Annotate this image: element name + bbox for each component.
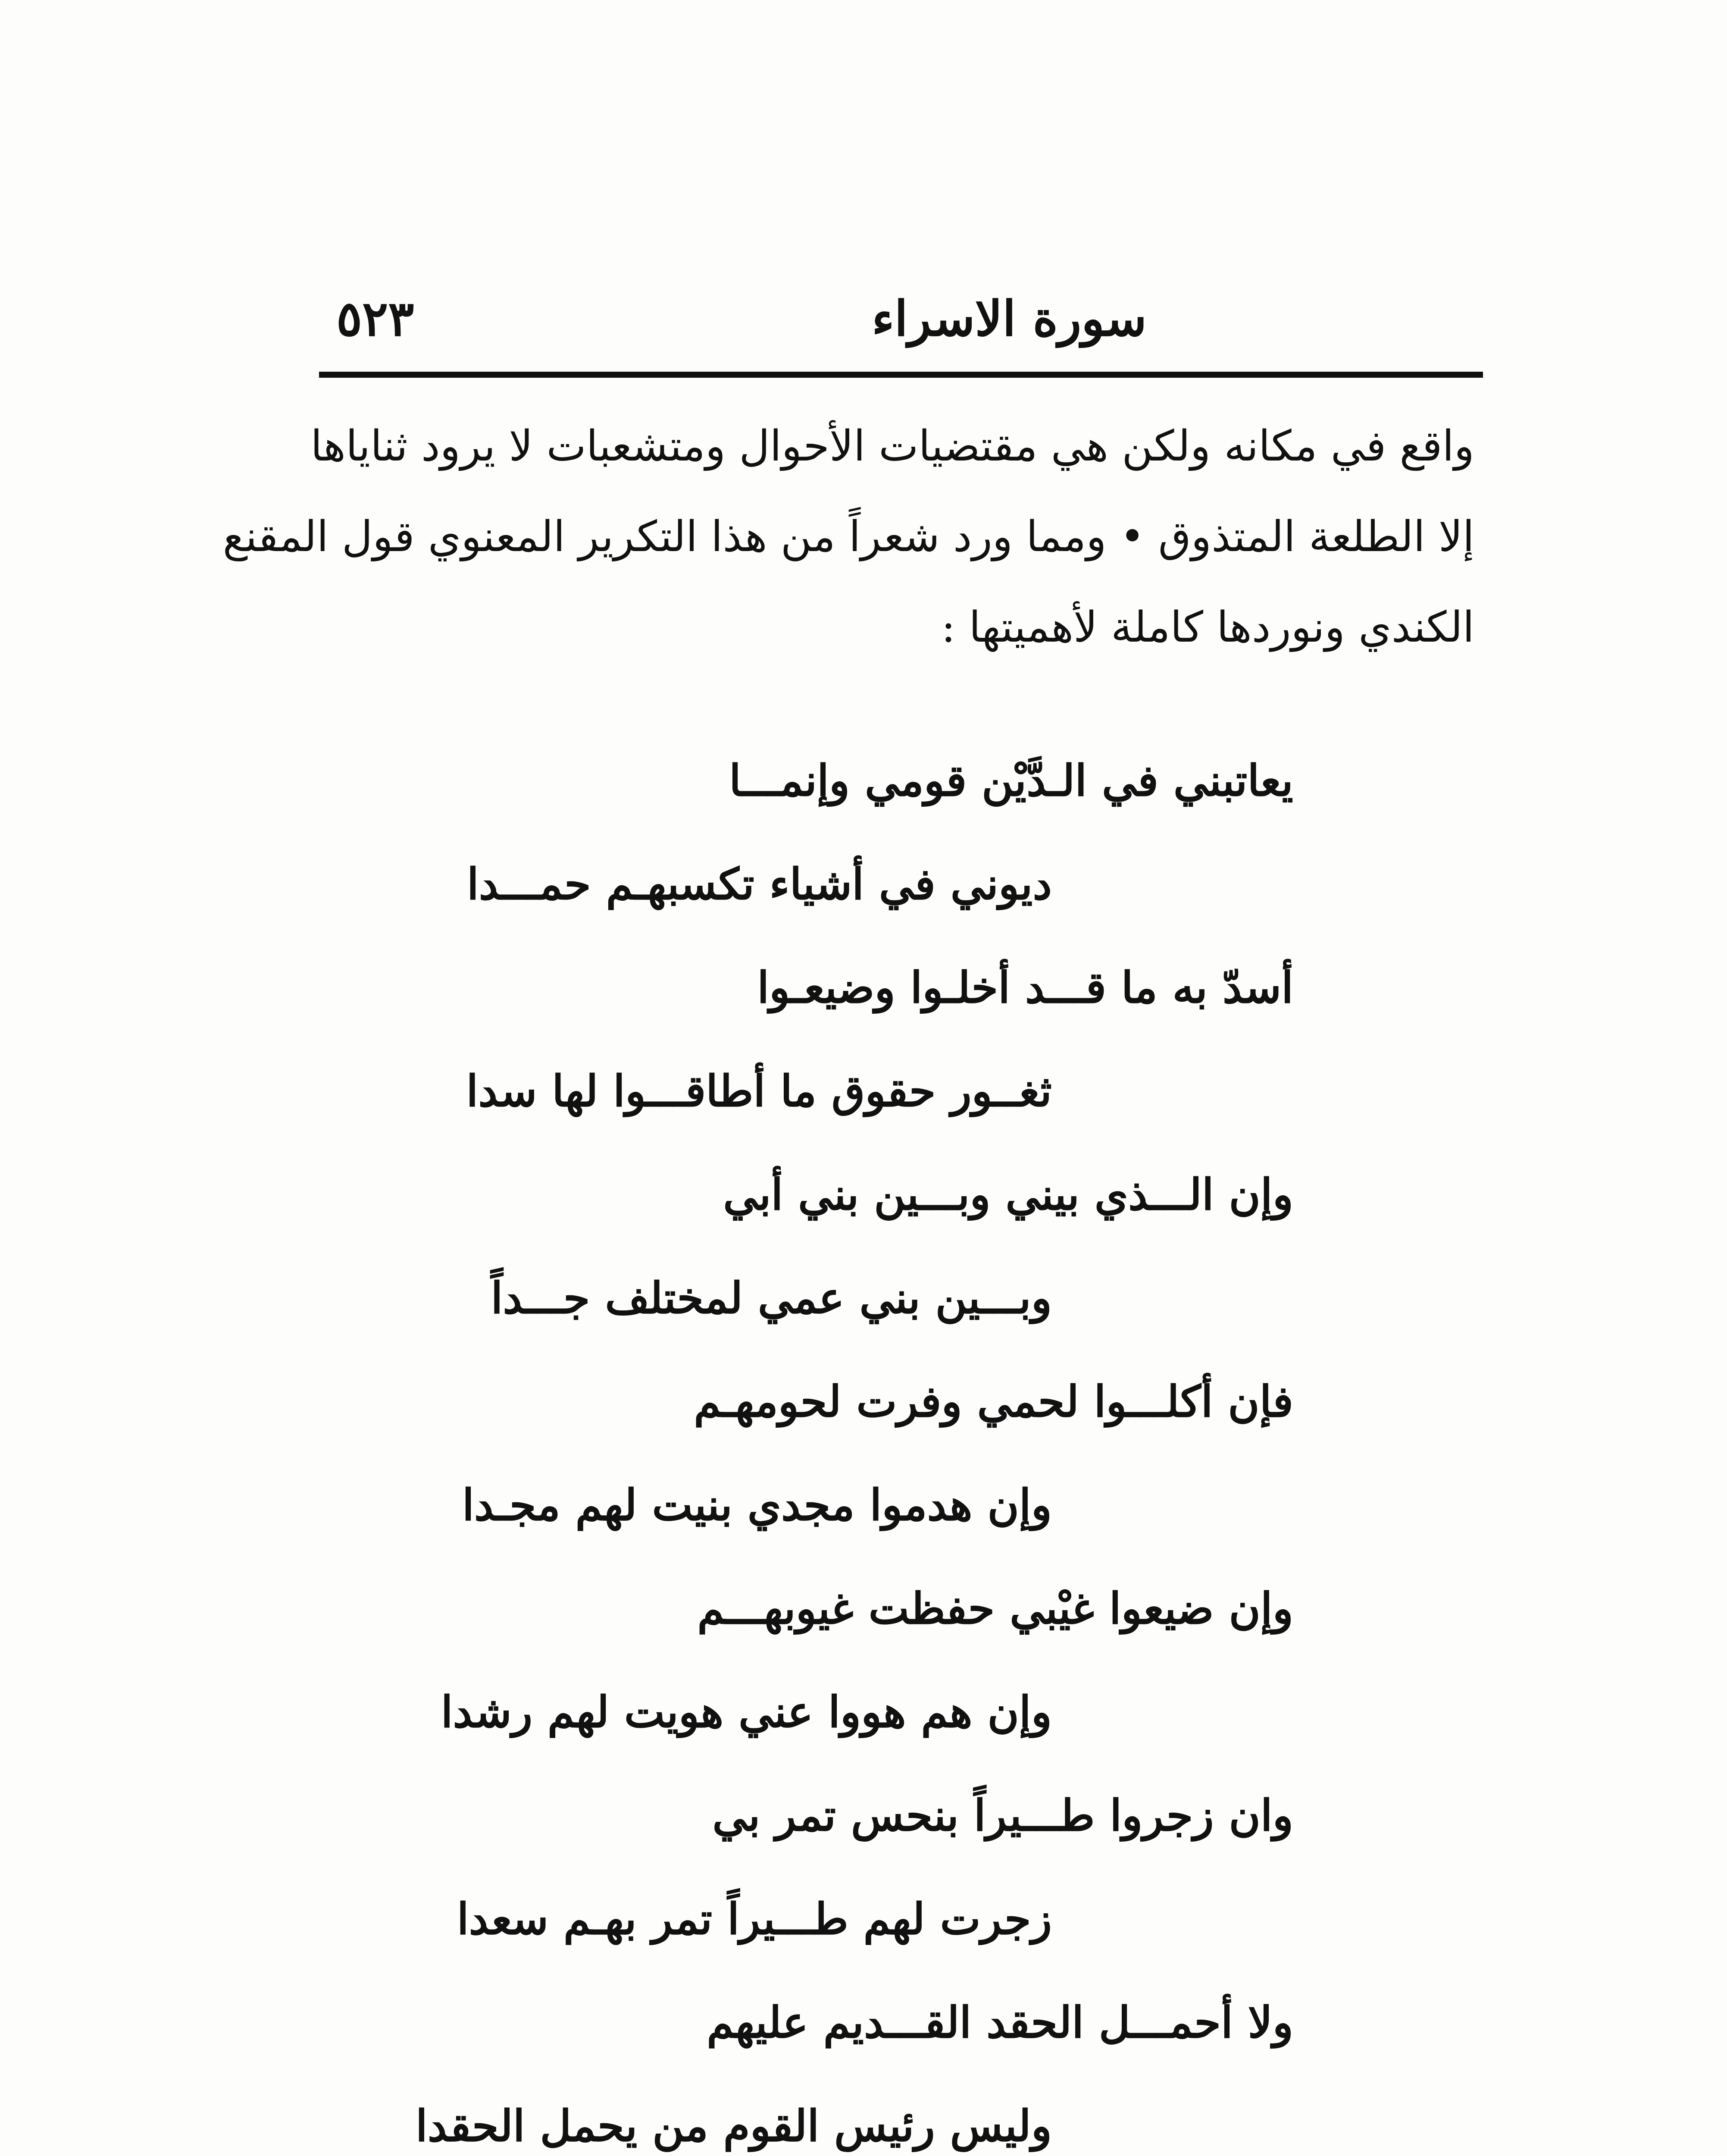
page-header — [319, 285, 1483, 354]
header-rule — [319, 372, 1483, 378]
page-number: ٥٢٣ — [336, 291, 414, 347]
verse — [388, 1350, 1319, 1557]
verse-first-hemistich: ولا أحمـــل الحقد القـــديم عليهم — [707, 1997, 1293, 2048]
verse-second-hemistich: وليس رئيس القوم من يحمل الحقدا — [416, 2100, 1052, 2151]
verse-first-hemistich: وإن ضيعوا غيْبي حفظت غيوبهـــم — [697, 1583, 1293, 1634]
verse-first-hemistich: أسدّ به ما قـــد أخلـوا وضيعـوا — [757, 962, 1293, 1013]
running-title: سورة الاسراء — [872, 291, 1147, 347]
verse-first-hemistich: وإن الـــذي بيني وبـــين بني أبي — [723, 1169, 1293, 1220]
prose-line: واقع في مكانه ولكن هي مقتضيات الأحوال ومتشعبات لا يرود ثناياها — [310, 422, 1474, 471]
prose-paragraph — [222, 401, 1474, 673]
verse-first-hemistich: يعاتبني في الـدَّيْن قومي وإنمـــا — [729, 755, 1293, 806]
verse — [388, 1143, 1319, 1350]
verse-second-hemistich: وإن هدموا مجدي بنيت لهم مجـدا — [462, 1479, 1052, 1530]
verse — [388, 1971, 1319, 2156]
prose-line: الكندي ونوردها كاملة لأهميتها : — [941, 603, 1474, 652]
verse-first-hemistich: فإن أكلـــوا لحمي وفرت لحومهـم — [694, 1376, 1293, 1427]
verse-first-hemistich: وان زجروا طـــيراً بنحس تمر بي — [712, 1790, 1293, 1841]
verse — [388, 729, 1319, 936]
verse — [388, 936, 1319, 1143]
prose-line: إلا الطلعة المتذوق • ومما ورد شعراً من هذا التكرير المعنوي قول المقنع — [222, 512, 1474, 561]
verse-second-hemistich: ثغــور حقوق ما أطاقـــوا لها سدا — [466, 1065, 1052, 1116]
verse-second-hemistich: ديوني في أشياء تكسبهـم حمـــدا — [466, 859, 1052, 909]
verse — [388, 1764, 1319, 1971]
verse-second-hemistich: زجرت لهم طـــيراً تمر بهـم سعدا — [457, 1893, 1052, 1944]
poem — [388, 729, 1319, 2156]
verse-second-hemistich: وإن هم هووا عني هويت لهم رشدا — [441, 1686, 1052, 1737]
verse — [388, 1557, 1319, 1764]
verse-second-hemistich: وبـــين بني عمي لمختلف جـــداً — [491, 1272, 1052, 1323]
